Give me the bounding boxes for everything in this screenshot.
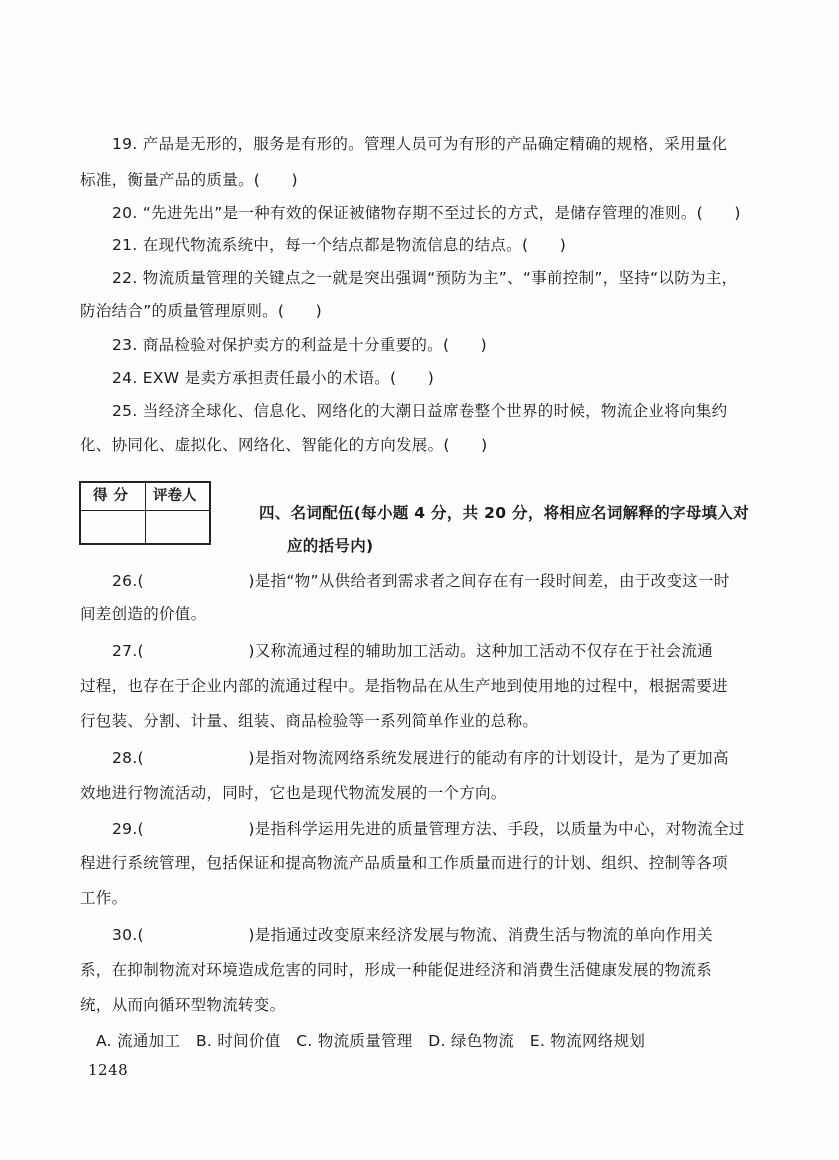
q26-line2: 间差创造的价值。 (80, 605, 207, 623)
q19-line1: 19. 产品是无形的，服务是有形的。管理人员可为有形的产品确定精确的规格，采用量化 (112, 135, 728, 153)
q30-line2: 系，在抑制物流对环境造成危害的同时，形成一种能促进经济和消费生活健康发展的物流系 (80, 961, 713, 979)
q28-line2: 效地进行物流活动，同时，它也是现代物流发展的一个方向。 (80, 784, 507, 802)
q22-line1: 22. 物流质量管理的关键点之一就是突出强调“预防为主”、“事前控制”，坚持“以防为主， (112, 269, 738, 287)
score-table (79, 481, 211, 545)
section4-title-line1: 四、名词配伍(每小题 4 分，共 20 分，将相应名词解释的字母填入对 (259, 504, 750, 522)
q29-line2: 程进行系统管理，包括保证和提高物流产品质量和工作质量而进行的计划、组织、控制等各项 (80, 854, 728, 872)
q23-line1: 23. 商品检验对保护卖方的利益是十分重要的。( ) (112, 336, 488, 354)
page-number: 1248 (88, 1061, 129, 1079)
q29-line3: 工作。 (80, 889, 128, 907)
q24-line1: 24. EXW 是卖方承担责任最小的术语。( ) (112, 369, 435, 387)
q28-line1: 28.( )是指对物流网络系统发展进行的能动有序的计划设计，是为了更加高 (112, 749, 729, 767)
q30-line1: 30.( )是指通过改变原来经济发展与物流、消费生活与物流的单向作用关 (112, 926, 713, 944)
q29-line1: 29.( )是指科学运用先进的质量管理方法、手段，以质量为中心，对物流全过 (112, 820, 745, 838)
q21-line1: 21. 在现代物流系统中，每一个结点都是物流信息的结点。( ) (112, 236, 567, 254)
q27-line2: 过程，也存在于企业内部的流通过程中。是指物品在从生产地到使用地的过程中，根据需要进 (80, 677, 728, 695)
q27-line3: 行包装、分割、计量、组装、商品检验等一系列简单作业的总称。 (80, 712, 539, 730)
q19-line2: 标准，衡量产品的质量。( ) (80, 171, 298, 189)
grader-label: 评卷人 (153, 488, 197, 504)
matching-options: A. 流通加工 B. 时间价值 C. 物流质量管理 D. 绿色物流 E. 物流网络规划 (96, 1032, 646, 1050)
score-table-divider (145, 483, 146, 543)
q25-line2: 化、协同化、虚拟化、网络化、智能化的方向发展。( ) (80, 436, 488, 454)
score-label: 得分 (93, 488, 134, 504)
q25-line1: 25. 当经济全球化、信息化、网络化的大潮日益席卷整个世界的时候，物流企业将向集约 (112, 402, 728, 420)
q22-line2: 防治结合”的质量管理原则。( ) (80, 302, 322, 320)
q20-line1: 20. “先进先出”是一种有效的保证被储物存期不至过长的方式，是储存管理的准则。( ) (112, 204, 741, 222)
q30-line3: 统，从而向循环型物流转变。 (80, 996, 286, 1014)
q26-line1: 26.( )是指“物”从供给者到需求者之间存在有一段时间差，由于改变这一时 (112, 572, 730, 590)
q27-line1: 27.( )又称流通过程的辅助加工活动。这种加工活动不仅存在于社会流通 (112, 642, 713, 660)
section4-title-line2: 应的括号内) (287, 537, 374, 555)
